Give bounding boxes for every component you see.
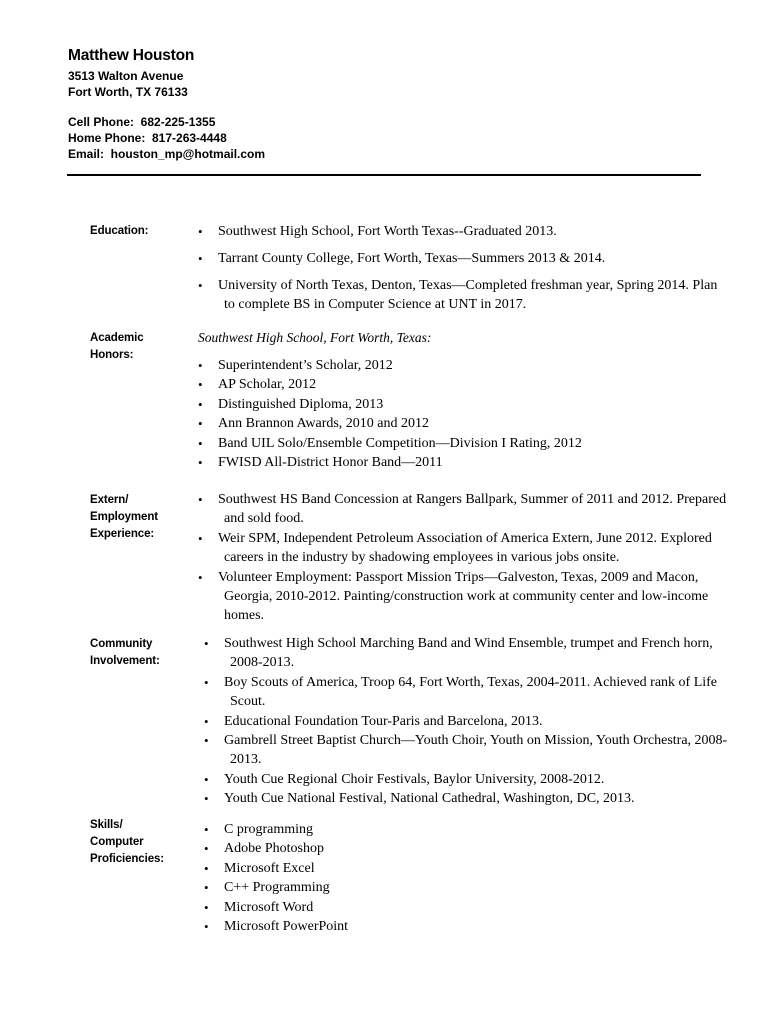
list-item: • Distinguished Diploma, 2013 xyxy=(198,396,384,412)
list-item: • Southwest HS Band Concession at Rangers Ballpark, Summer of 2011 and 2012. Prepared and sold food. xyxy=(198,492,727,527)
skills-list xyxy=(202,820,348,936)
list-item: • Microsoft Word xyxy=(204,899,314,915)
education-list xyxy=(196,222,717,322)
list-item: • Boy Scouts of America, Troop 64, Fort Worth, Texas, 2004-2011. Achieved rank of Life Scout. xyxy=(204,674,718,710)
person-name: Matthew Houston xyxy=(68,47,195,64)
employment-list xyxy=(196,490,726,626)
list-item: • Educational Foundation Tour-Paris and Barcelona, 2013. xyxy=(204,713,543,729)
list-item: • Youth Cue National Festival, National Cathedral, Washington, DC, 2013. xyxy=(204,791,635,807)
list-item: • Volunteer Employment: Passport Mission Trips—Galveston, Texas, 2009 and Macon, Georgia, 2010-2012. Painting/construction work at community center and low-income homes. xyxy=(198,569,709,624)
community-list xyxy=(202,634,727,809)
list-item: • Southwest High School Marching Band and Wind Ensemble, trumpet and French horn, 2008-2013. xyxy=(204,636,713,671)
list-item: • Adobe Photoshop xyxy=(204,841,324,857)
list-item: • Weir SPM, Independent Petroleum Association of America Extern, June 2012. Explored careers in the industry by shadowing employees in various jobs onsite. xyxy=(198,530,712,566)
header-divider xyxy=(67,174,701,176)
contact-header xyxy=(68,46,265,162)
list-item: • Band UIL Solo/Ensemble Competition—Division I Rating, 2012 xyxy=(198,435,582,451)
home-phone: Home Phone: 817-263-4448 xyxy=(68,131,227,145)
list-item: • Superintendent’s Scholar, 2012 xyxy=(198,358,393,373)
list-item: • Youth Cue Regional Choir Festivals, Baylor University, 2008-2012. xyxy=(204,771,605,787)
email-address: Email: houston_mp@hotmail.com xyxy=(68,147,266,161)
honors-subheading: Southwest High School, Fort Worth, Texas: xyxy=(198,330,432,345)
honors-label: Academic Honors: xyxy=(90,332,144,361)
list-item: • Gambrell Street Baptist Church—Youth Choir, Youth on Mission, Youth Orchestra, 2008- 2013. xyxy=(204,733,728,768)
honors-list xyxy=(196,356,582,472)
education-label: Education: xyxy=(90,225,149,237)
community-label: Community Involvement: xyxy=(90,638,160,667)
list-item: • C++ Programming xyxy=(204,880,330,896)
list-item: • Tarrant County College, Fort Worth, Texas—Summers 2013 & 2014. xyxy=(198,251,606,266)
employment-label: Extern/ Employment Experience: xyxy=(90,494,159,540)
list-item: • FWISD All-District Honor Band—2011 xyxy=(198,455,443,471)
address-line-2: Fort Worth, TX 76133 xyxy=(68,85,188,99)
skills-label: Skills/ Computer Proficiencies: xyxy=(90,819,165,865)
list-item: • Ann Brannon Awards, 2010 and 2012 xyxy=(198,416,430,432)
list-item: • Microsoft PowerPoint xyxy=(204,919,349,935)
list-item: • Microsoft Excel xyxy=(204,860,315,876)
list-item: • University of North Texas, Denton, Texas—Completed freshman year, Spring 2014. Plan to complete BS in Computer Science at UNT in 2017. xyxy=(198,278,718,313)
list-item: • C programming xyxy=(204,822,314,837)
cell-phone: Cell Phone: 682-225-1355 xyxy=(68,115,216,129)
address-line-1: 3513 Walton Avenue xyxy=(68,69,184,83)
list-item: • AP Scholar, 2012 xyxy=(198,377,317,393)
list-item: • Southwest High School, Fort Worth Texas--Graduated 2013. xyxy=(198,224,557,239)
